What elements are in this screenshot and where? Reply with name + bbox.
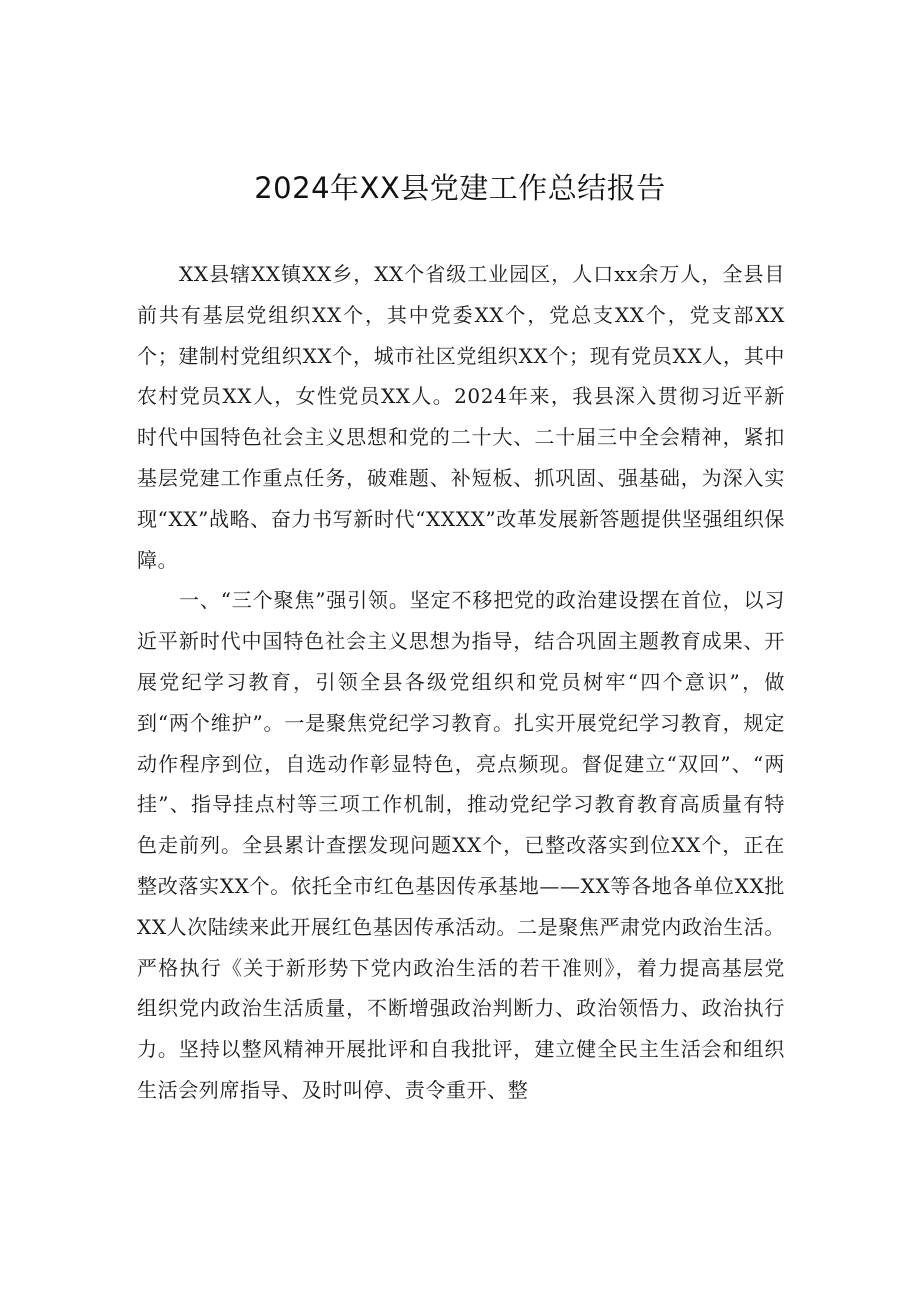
document-body [137, 254, 785, 1111]
document-title: 2024年XX县党建工作总结报告 [254, 171, 666, 205]
paragraph-section-one: 一、“三个聚焦”强引领。坚定不移把党的政治建设摆在首位，以习近平新时代中国特色社会主义思想为指导，结合巩固主题教育成果、开展党纪学习教育，引领全县各级党组织和党员树牢“四个意识”，做到“两个维护”。一是聚焦党纪学习教育。扎实开展党纪学习教育，规定动作程序到位，自选动作彰显特色，亮点频现。督促建立“双回”、“两挂”、指导挂点村等三项工作机制，推动党纪学习教育教育高质量有特色走前列。全县累计查摆发现问题XX个，已整改落实到位XX个，正在整改落实XX个。依托全市红色基因传承基地——XX等各地各单位XX批XX人次陆续来此开展红色基因传承活动。二是聚焦严肃党内政治生活。严格执行《关于新形势下党内政治生活的若干准则》，着力提高基层党组织党内政治生活质量，不断增强政治判断力、政治领悟力、政治执行力。坚持以整风精神开展批评和自我批评，建立健全民主生活会和组织生活会列席指导、及时叫停、责令重开、整 [137, 588, 785, 1102]
paragraph-intro: XX县辖XX镇XX乡，XX个省级工业园区，人口xx余万人，全县目前共有基层党组织XX个，其中党委XX个，党总支XX个，党支部XX个；建制村党组织XX个，城市社区党组织XX个；现有党员XX人，其中农村党员XX人，女性党员XX人。2024年来，我县深入贯彻习近平新时代中国特色社会主义思想和党的二十大、二十届三中全会精神，紧扣基层党建工作重点任务，破难题、补短板、抓巩固、强基础，为深入实现“XX”战略、奋力书写新时代“XXXX”改革发展新答题提供坚强组织保障。 [137, 262, 785, 572]
